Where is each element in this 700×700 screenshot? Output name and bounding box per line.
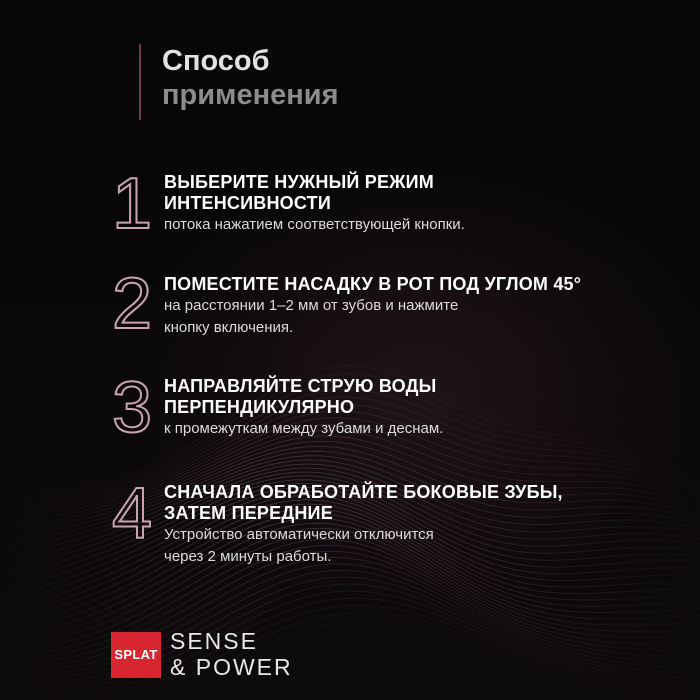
title-line-1: Способ [162, 45, 270, 77]
svg-text:3: 3 [111, 372, 153, 444]
step-description: Устройство автоматически отключится через 2 минуты работы. [164, 526, 434, 565]
page-title [162, 44, 339, 112]
logo-text: SPLAT [114, 647, 158, 662]
step-description: потока нажатием соответствующей кнопки. [164, 216, 465, 233]
step-description: на расстоянии 1–2 мм от зубов и нажмите кнопку включения. [164, 297, 459, 336]
step-number-2 [108, 268, 156, 340]
step-number-3 [108, 372, 156, 444]
title-line-2: применения [162, 79, 339, 111]
step-heading: НАПРАВЛЯЙТЕ СТРУЮ ВОДЫ ПЕРПЕНДИКУЛЯРНО [164, 376, 437, 417]
step-heading: ВЫБЕРИТЕ НУЖНЫЙ РЕЖИМ ИНТЕНСИВНОСТИ [164, 172, 434, 213]
step-heading: ПОМЕСТИТЕ НАСАДКУ В РОТ ПОД УГЛОМ 45° [164, 274, 582, 294]
svg-text:4: 4 [111, 478, 153, 550]
splat-logo [111, 632, 161, 678]
step-number-1 [108, 168, 156, 240]
svg-text:2: 2 [111, 268, 153, 340]
step-number-4 [108, 478, 156, 550]
title-accent-line [139, 44, 141, 120]
svg-text:1: 1 [111, 168, 153, 240]
step-heading: СНАЧАЛА ОБРАБОТАЙТЕ БОКОВЫЕ ЗУБЫ, ЗАТЕМ ПЕРЕДНИЕ [164, 482, 563, 523]
brand-name: SENSE & POWER [170, 628, 293, 680]
step-description: к промежуткам между зубами и деснам. [164, 420, 444, 437]
